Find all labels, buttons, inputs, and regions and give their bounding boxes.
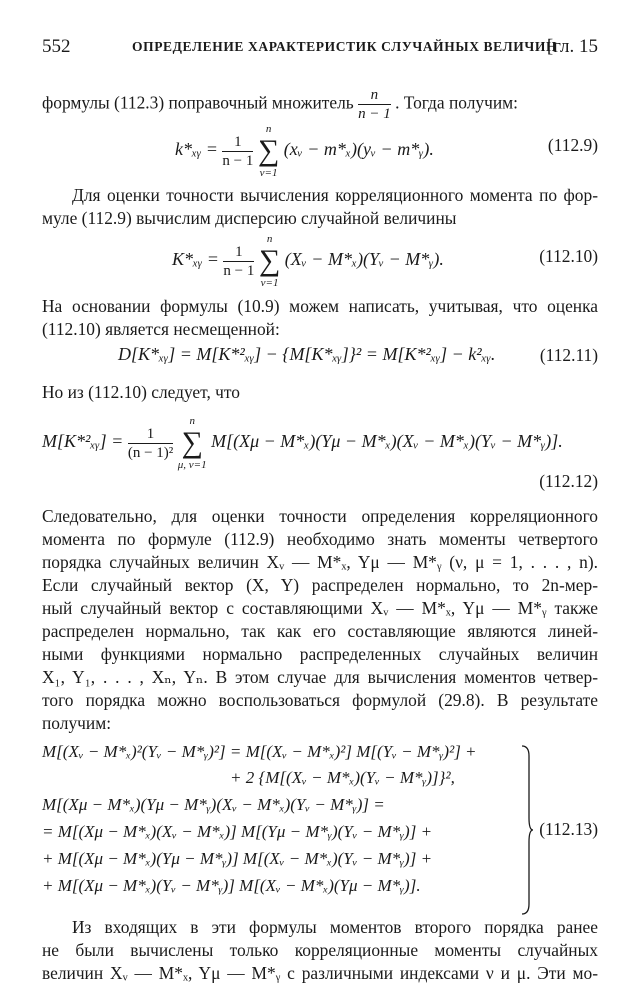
equation-number: (112.9) [547, 135, 598, 155]
equation-number: (112.10) [539, 246, 598, 266]
page-header [42, 36, 598, 66]
running-title: ОПРЕДЕЛЕНИЕ ХАРАКТЕРИСТИК СЛУЧАЙНЫХ ВЕЛИЧИН [132, 39, 558, 54]
eq-rhs: M[(Xμ − M*ₓ)(Yμ − M*ₓ)(Xᵥ − M*ₓ)(Yᵥ − M*ᵧ)]. [211, 431, 563, 452]
text-line: Из входящих в эти формулы моментов второго порядка ранее [72, 917, 598, 937]
equation-112-13-line-3: M[(Xμ − M*ₓ)(Yμ − M*ᵧ)(Xᵥ − M*ₓ)(Yᵥ − M*ᵧ)] = [42, 795, 385, 814]
text-line: Следовательно, для оценки точности определения корреляционного [42, 506, 598, 526]
correction-factor [358, 86, 391, 123]
text-line: распределен нормально, так как его составляющие являются линей- [42, 621, 598, 641]
text-line: не были вычислены только корреляционные моменты случайных [42, 940, 598, 960]
fraction-denominator: n − 1 [223, 262, 255, 279]
text-line: величин Xᵥ — M*ₓ, Yμ — M*ᵧ с различными индексами ν и μ. Эти мо- [42, 963, 598, 983]
text-line [42, 86, 598, 123]
equation-112-13-line-6: + M[(Xμ − M*ₓ)(Yᵥ − M*ᵧ)] M[(Xᵥ − M*ₓ)(Yμ − M*ᵧ)]. [42, 876, 421, 895]
text-line: момента по формуле (112.9) необходимо знать моменты четвертого [42, 529, 598, 549]
equation-112-10 [172, 232, 444, 290]
sum-lower-limit: ν=1 [260, 277, 279, 289]
sum-upper-limit: n [189, 415, 195, 427]
eq-fraction [222, 133, 253, 170]
fraction-denominator: n − 1 [222, 152, 254, 169]
text-line: Если случайный вектор (X, Y) распределен нормально, то 2n-мер- [42, 575, 598, 595]
equation-112-9 [175, 122, 434, 180]
right-brace-icon [520, 744, 534, 916]
equation-112-11: D[K*ₓᵧ] = M[K*²ₓᵧ] − {M[K*ₓᵧ]}² = M[K*²ₓᵧ] − k²ₓᵧ. [118, 344, 496, 364]
sum-lower-limit: ν=1 [259, 167, 278, 179]
eq-lhs: M[K*²ₓᵧ] = [42, 431, 124, 452]
equation-112-13-line-1: M[(Xᵥ − M*ₓ)²(Yᵥ − M*ᵧ)²] = M[(Xᵥ − M*ₓ)²] M[(Yᵥ − M*ᵧ)²] + [42, 742, 477, 761]
eq-rhs: (Xᵥ − M*ₓ)(Yᵥ − M*ᵧ). [284, 249, 444, 270]
fraction-denominator: n − 1 [358, 106, 391, 122]
eq-rhs: (xᵥ − m*ₓ)(yᵥ − m*ᵧ). [283, 139, 434, 160]
text-line: Но из (112.10) следует, что [42, 382, 240, 402]
sum-upper-limit: n [265, 123, 272, 135]
text-line: (112.10) является несмещенной: [42, 319, 280, 339]
page-number: 552 [42, 36, 71, 57]
fraction-denominator: (n − 1)² [127, 444, 174, 461]
text-line: муле (112.9) вычислим дисперсию случайной величины [42, 208, 457, 228]
text-fragment: формулы (112.3) поправочный множитель [42, 92, 354, 113]
chapter-label: [гл. 15 [546, 36, 598, 57]
eq-lhs: k*ₓᵧ = [175, 139, 218, 160]
text-line: получим: [42, 713, 112, 733]
equation-112-13-line-2: + 2 {M[(Xᵥ − M*ₓ)(Yᵥ − M*ᵧ)]}², [230, 768, 455, 787]
text-line: На основании формулы (10.9) можем написать, учитывая, что оценка [42, 296, 598, 316]
eq-fraction [223, 243, 254, 280]
sum-upper-limit: n [266, 233, 273, 245]
sum-operator: n ∑ μ, ν=1 [177, 415, 207, 471]
equation-number: (112.11) [539, 345, 598, 365]
equation-112-13-line-4: = M[(Xμ − M*ₓ)(Xᵥ − M*ₓ)] M[(Yμ − M*ᵧ)(Yᵥ − M*ᵧ)] + [42, 822, 433, 841]
fraction-numerator: 1 [222, 133, 253, 152]
equation-number: (112.12) [539, 471, 598, 491]
fraction-numerator: n [358, 86, 391, 105]
equation-number: (112.13) [539, 819, 598, 839]
text-line: порядка случайных величин Xᵥ — M*ₓ, Yμ — M*ᵧ (ν, μ = 1, . . . , n). [42, 552, 598, 572]
fraction-numerator: 1 [223, 243, 254, 262]
equation-112-12 [42, 414, 563, 472]
text-line: ный случайный вектор с составляющими Xᵥ — M*ₓ, Yμ — M*ᵧ также [42, 598, 598, 618]
text-line: X₁, Y₁, . . . , Xₙ, Yₙ. В этом случае для вычисления моментов четвер- [42, 667, 598, 687]
text-line: того порядка можно воспользоваться формулой (29.8). В результате [42, 690, 598, 710]
text-fragment: . Тогда получим: [395, 92, 519, 113]
text-line: Для оценки точности вычисления корреляционного момента по фор- [72, 185, 598, 205]
fraction-numerator: 1 [128, 425, 173, 444]
eq-lhs: K*ₓᵧ = [172, 249, 219, 270]
text-line: ными функциями нормально распределенных случайных величин [42, 644, 598, 664]
sum-lower-limit: μ, ν=1 [177, 459, 207, 471]
equation-112-13-line-5: + M[(Xμ − M*ₓ)(Yμ − M*ᵧ)] M[(Xᵥ − M*ₓ)(Yᵥ − M*ᵧ)] + [42, 849, 433, 868]
sum-operator: n ∑ ν=1 [257, 123, 280, 179]
sum-operator: n ∑ ν=1 [258, 233, 281, 289]
eq-fraction [128, 425, 173, 462]
